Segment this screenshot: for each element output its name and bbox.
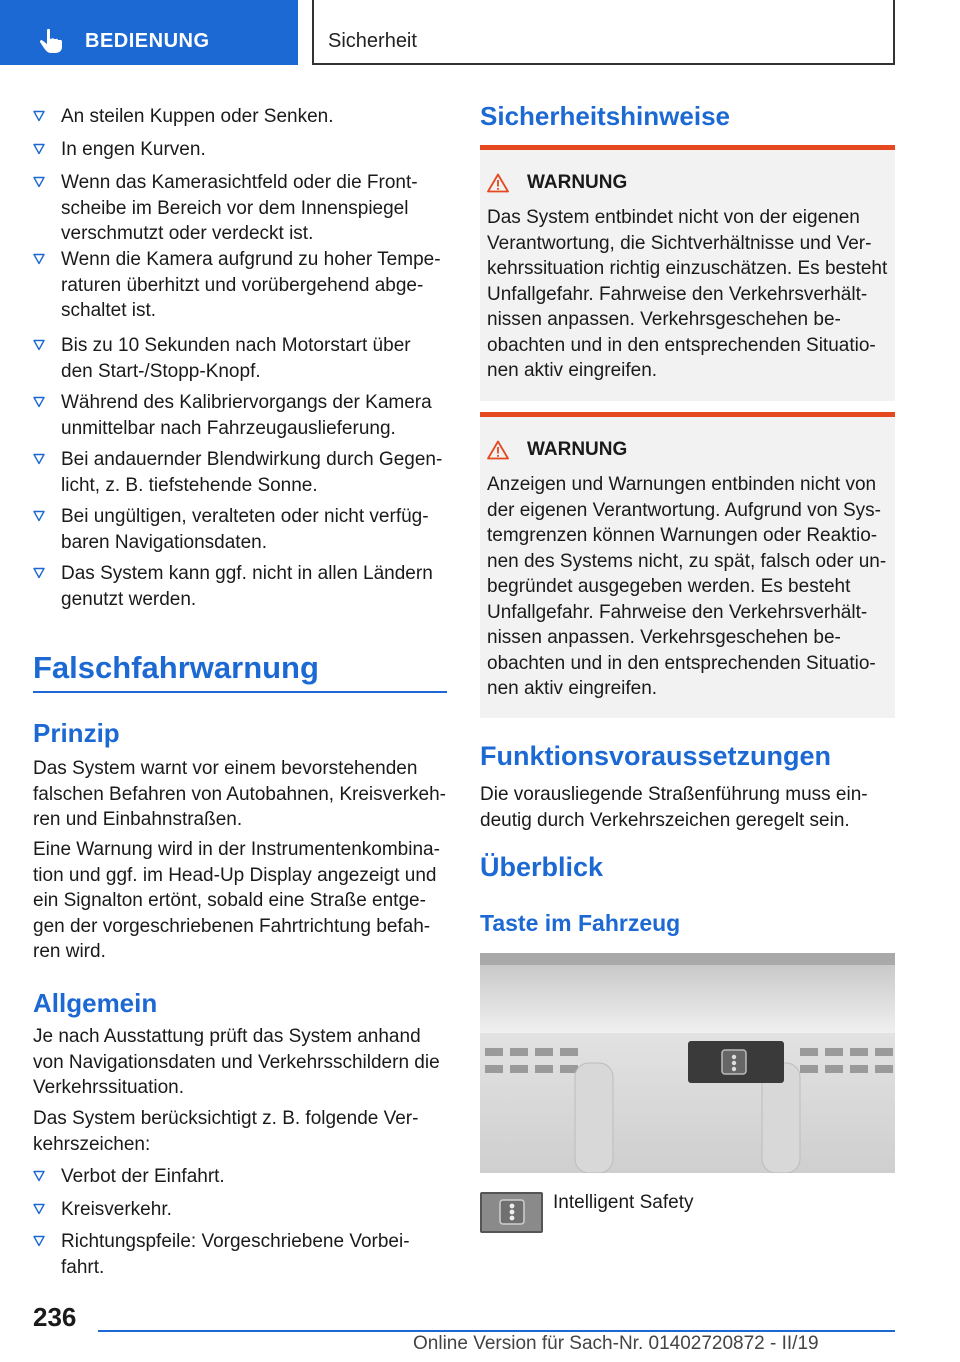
bullet-triangle-icon (33, 1203, 45, 1215)
footer-rule (98, 1330, 895, 1332)
bullet-triangle-icon (33, 143, 45, 155)
text-line: genutzt werden. (61, 588, 197, 610)
text-line: ren und Einbahnstraßen. (33, 809, 243, 830)
text-line: An steilen Kuppen oder Senken. (61, 106, 334, 127)
text-line: begründet ausgegeben werden. Es besteht (487, 576, 851, 597)
text-line: obachten und in den entsprechenden Situatio- (487, 334, 876, 356)
text-line: kehrszeichen: (33, 1133, 151, 1155)
text-line: obachten und in den entsprechenden Situatio- (487, 652, 876, 674)
text-line: Während des Kalibriervorgangs der Kamera (61, 392, 432, 413)
text-line: Richtungspfeile: Vorgeschriebene Vorbei- (61, 1231, 410, 1252)
vehicle-button-photo (480, 953, 895, 1173)
text-line: Bei ungültigen, veralteten oder nicht verfüg- (61, 506, 429, 527)
text-line: Anzeigen und Warnungen entbinden nicht von (487, 474, 877, 495)
text-line: fahrt. (61, 1256, 105, 1278)
text-line: der eigenen Verantwortung. Aufgrund von Sys- (487, 499, 881, 521)
text-line: verschmutzt oder verdeckt ist. (61, 223, 314, 244)
text-line: Verkehrssituation. (33, 1077, 185, 1098)
text-line: Je nach Ausstattung prüft das System anhand (33, 1026, 421, 1047)
warning-head (487, 439, 627, 461)
heading-rule (33, 691, 447, 693)
bullet-item (33, 1164, 447, 1190)
text-line: raturen überhitzt und vorübergehend abge- (61, 274, 424, 296)
text-line: nissen anpassen. Verkehrsgeschehen be- (487, 627, 841, 648)
text-line: Unfallgefahr. Fahrweise den Verkehrsverhält- (487, 283, 868, 305)
allgemein-paragraph-2 (33, 1106, 447, 1157)
heading-taste-im-fahrzeug: Taste im Fahrzeug (480, 910, 681, 936)
text-line: schaltet ist. (61, 300, 157, 321)
text-line: von Navigationsdaten und Verkehrsschildern die (33, 1051, 440, 1073)
text-line: den Start-/Stopp-Knopf. (61, 360, 261, 382)
text-line: nen des Systems nicht, zu spät, falsch oder un- (487, 550, 887, 572)
text-line: Die vorausliegende Straßenführung muss ein- (480, 784, 868, 805)
text-line: Bis zu 10 Sekunden nach Motorstart über (61, 335, 411, 356)
warning-head (487, 172, 627, 194)
bullet-item (33, 137, 447, 163)
text-line: ren wird. (33, 941, 106, 962)
text-line: gen der vorgeschriebenen Fahrtrichtung befah- (33, 915, 431, 937)
text-line: Eine Warnung wird in der Instrumentenkombina- (33, 839, 440, 860)
section-title: Sicherheit (328, 30, 417, 52)
funktion-paragraph (480, 782, 895, 833)
warning-label: WARNUNG (527, 439, 628, 460)
text-line: Unfallgefahr. Fahrweise den Verkehrsverhält- (487, 601, 868, 623)
warning-box-1 (480, 145, 895, 401)
hand-pointer-icon (38, 27, 66, 55)
text-line: Verbot der Einfahrt. (61, 1166, 225, 1187)
text-line: nen aktiv eingreifen. (487, 678, 658, 699)
text-line: nissen anpassen. Verkehrsgeschehen be- (487, 309, 841, 330)
allgemein-paragraph-1 (33, 1024, 447, 1101)
text-line: unmittelbar nach Fahrzeugauslieferung. (61, 417, 396, 439)
bullet-item (33, 1197, 447, 1223)
text-line: tion und ggf. im Head-Up Display angezeigt und (33, 864, 437, 886)
bullet-item (33, 561, 447, 612)
heading-funktionsvoraussetzungen: Funktionsvoraussetzungen (480, 741, 832, 771)
warning-text (487, 205, 891, 384)
text-line: Das System warnt vor einem bevorstehenden (33, 758, 418, 779)
text-line: Das System entbindet nicht von der eigenen (487, 207, 860, 228)
footer-online-version: Online Version für Sach-Nr. 01402720872 - II/19 (413, 1333, 819, 1354)
warning-label: WARNUNG (527, 172, 628, 193)
heading-prinzip: Prinzip (33, 718, 120, 748)
bullet-item (33, 504, 447, 555)
bullet-item (33, 1229, 447, 1280)
text-line: baren Navigationsdaten. (61, 531, 267, 553)
text-line: falschen Befahren von Autobahnen, Kreisverkeh- (33, 783, 446, 805)
text-line: Wenn die Kamera aufgrund zu hoher Tempe- (61, 249, 441, 270)
warning-text (487, 472, 891, 702)
text-line: nen aktiv eingreifen. (487, 360, 658, 381)
bullet-triangle-icon (33, 1235, 45, 1247)
bullet-item (33, 390, 447, 441)
text-line: kehrssituation richtig einzuschätzen. Es besteht (487, 258, 888, 279)
bullet-triangle-icon (33, 1170, 45, 1182)
bullet-item (33, 170, 447, 247)
section-header (312, 0, 895, 65)
heading-allgemein: Allgemein (33, 988, 158, 1018)
text-line: scheibe im Bereich vor dem Innenspiegel (61, 197, 409, 219)
text-line: ein Signalton ertönt, sobald eine Straße entge- (33, 890, 426, 911)
heading-ueberblick: Überblick (480, 852, 604, 882)
button-caption: Intelligent Safety (553, 1192, 694, 1213)
heading-sicherheitshinweise: Sicherheitshinweise (480, 101, 730, 131)
bullet-item (33, 447, 447, 498)
bullet-triangle-icon (33, 176, 45, 188)
dashboard-illustration (480, 953, 895, 1173)
text-line: licht, z. B. tiefstehende Sonne. (61, 474, 318, 496)
chapter-tab (0, 0, 298, 65)
text-line: Das System berücksichtigt z. B. folgende Ver- (33, 1108, 419, 1129)
text-line: deutig durch Verkehrszeichen geregelt sein. (480, 809, 850, 831)
text-line: Das System kann ggf. nicht in allen Ländern (61, 563, 433, 584)
bullet-triangle-icon (33, 453, 45, 465)
text-line: Verantwortung, die Sichtverhältnisse und Ver- (487, 232, 872, 254)
bullet-triangle-icon (33, 110, 45, 122)
bullet-item (33, 333, 447, 384)
intelligent-safety-button-icon (480, 1192, 543, 1233)
warning-box-2 (480, 412, 895, 718)
bullet-item (33, 247, 447, 324)
prinzip-paragraph-1 (33, 756, 447, 833)
text-line: In engen Kurven. (61, 139, 206, 160)
chapter-title: BEDIENUNG (85, 30, 210, 52)
text-line: Wenn das Kamerasichtfeld oder die Front- (61, 172, 418, 193)
heading-falschfahrwarnung: Falschfahrwarnung (33, 650, 319, 685)
text-line: temgrenzen können Warnungen oder Reaktio- (487, 525, 878, 546)
bullet-triangle-icon (33, 339, 45, 351)
text-line: Kreisverkehr. (61, 1199, 172, 1220)
prinzip-paragraph-2 (33, 837, 447, 965)
bullet-triangle-icon (33, 510, 45, 522)
bullet-triangle-icon (33, 396, 45, 408)
bullet-triangle-icon (33, 253, 45, 265)
text-line: Bei andauernder Blendwirkung durch Gegen- (61, 449, 443, 470)
warning-triangle-icon (487, 173, 509, 193)
warning-triangle-icon (487, 440, 509, 460)
page-number: 236 (33, 1302, 77, 1332)
bullet-item (33, 104, 447, 130)
bullet-triangle-icon (33, 567, 45, 579)
